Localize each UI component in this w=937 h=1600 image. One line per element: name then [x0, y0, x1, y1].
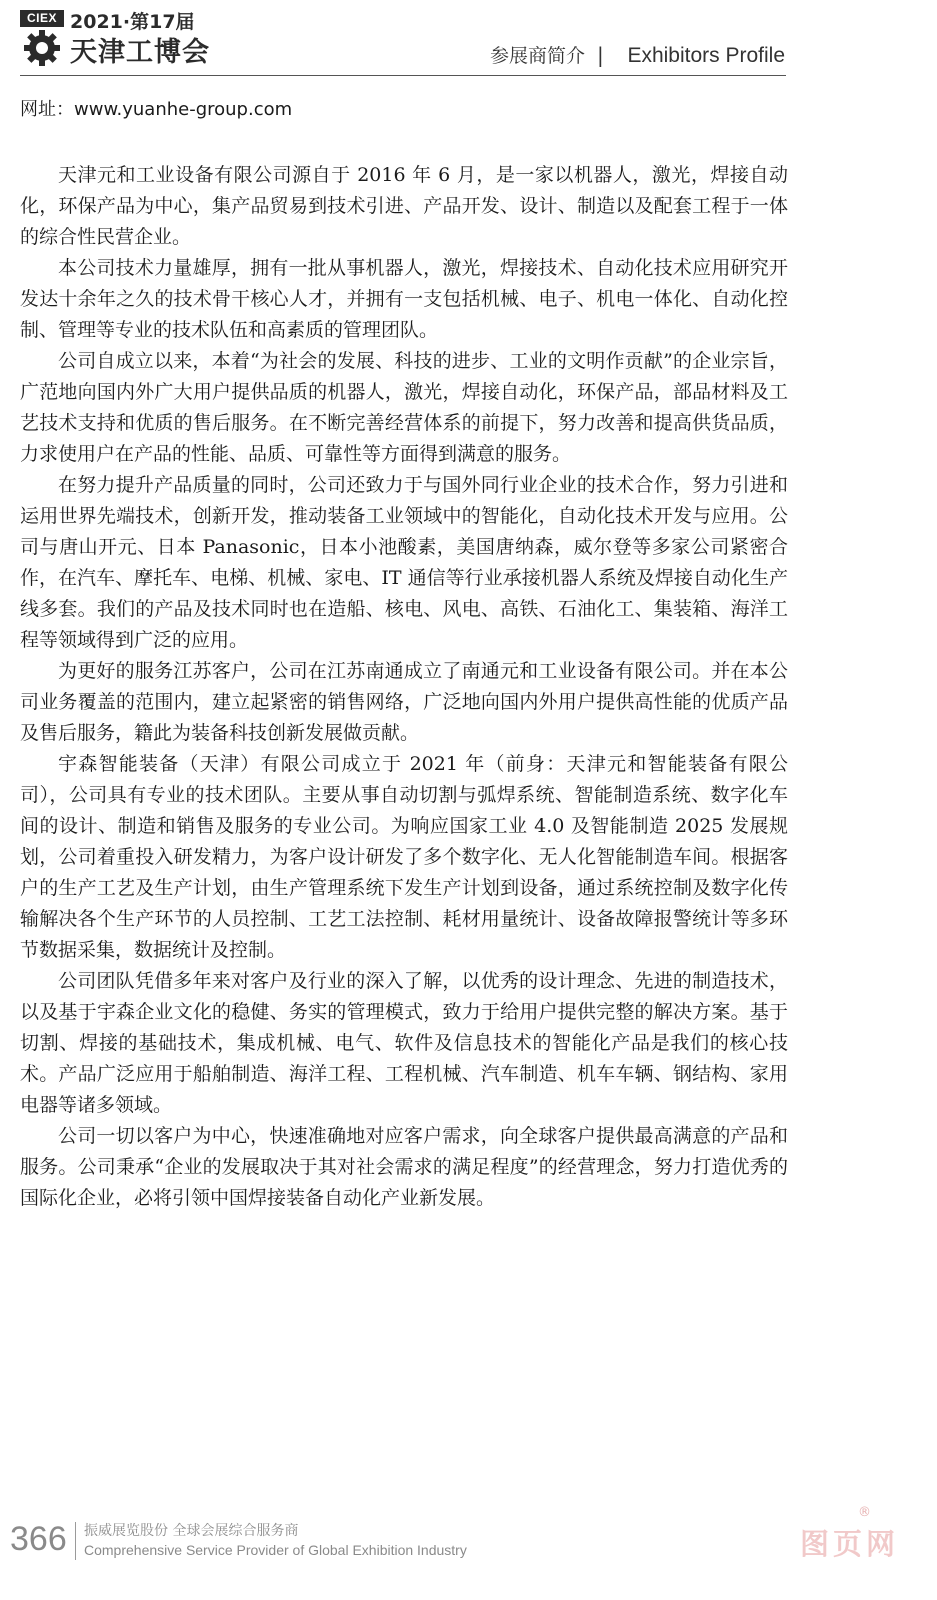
footer-tagline-en: Comprehensive Service Provider of Global Exhibition Industry: [84, 1542, 467, 1558]
gear-icon: [23, 29, 61, 67]
logo-year-line: 2021·第17届: [70, 11, 195, 33]
event-logo: [20, 10, 220, 68]
paragraph-nantong-branch: 为更好的服务江苏客户，公司在江苏南通成立了南通元和工业设备有限公司。并在本公司业务覆盖的范围内，建立起紧密的销售网络，广泛地向国内外用户提供高性能的优质产品及售后服务，籍此为装备科技创新发展做贡献。: [20, 660, 788, 744]
paragraph-technical-strength: 本公司技术力量雄厚，拥有一批从事机器人，激光，焊接技术、自动化技术应用研究开发达十余年之久的技术骨干核心人才，并拥有一支包括机械、电子、机电一体化、自动化控制、管理等专业的技术队伍和高素质的管理团队。: [20, 257, 788, 341]
paragraph-mission: 公司自成立以来，本着“为社会的发展、科技的进步、工业的文明作贡献”的企业宗旨，广范地向国内外广大用户提供品质的机器人，激光，焊接自动化，环保产品，部品材料及工艺技术支持和优质的售后服务。在不断完善经营体系的前提下，努力改善和提高供货品质，力求使用户在产品的性能、品质、可靠性等方面得到满意的服务。: [20, 350, 788, 465]
header-divider: [20, 75, 786, 76]
logo-badge: CIEX: [20, 10, 64, 27]
section-separator: |: [597, 43, 604, 67]
paragraph-cooperation: 在努力提升产品质量的同时，公司还致力于与国外同行业企业的技术合作，努力引进和运用世界先端技术，创新开发，推动装备工业领域中的智能化，自动化技术开发与应用。公司与唐山开元、日本 Panasonic，日本小池酸素，美国唐纳森，威尔登等多家公司紧密合作，在汽车、摩托车、电梯、机械、家电、IT 通信等行业承接机器人系统及焊接自动化生产线多套。我们的产品及技术同时也在造船、核电、风电、高铁、石油化工、集装箱、海洋工程等领域得到广泛的应用。: [20, 474, 788, 651]
page-header: [0, 0, 937, 80]
paragraph-team-solutions: 公司团队凭借多年来对客户及行业的深入了解，以优秀的设计理念、先进的制造技术，以及基于宇森企业文化的稳健、务实的管理模式，致力于给用户提供完整的解决方案。基于切割、焊接的基础技术，集成机械、电气、软件及信息技术的智能化产品是我们的核心技术。产品广泛应用于船舶制造、海洋工程、工程机械、汽车制造、机车车辆、钢结构、家用电器等诸多领域。: [20, 970, 788, 1116]
paragraph-yusen-company: 宇森智能装备（天津）有限公司成立于 2021 年（前身：天津元和智能装备有限公司），公司具有专业的技术团队。主要从事自动切割与弧焊系统、智能制造系统、数字化车间的设计、制造和销售及服务的专业公司。为响应国家工业 4.0 及智能制造 2025 发展规划，公司着重投入研发精力，为客户设计研发了多个数字化、无人化智能制造车间。根据客户的生产工艺及生产计划，由生产管理系统下发生产计划到设备，通过系统控制及数字化传输解决各个生产环节的人员控制、工艺工法控制、耗材用量统计、设备故障报警统计等多环节数据采集，数据统计及控制。: [20, 753, 788, 961]
page-number: 366: [10, 1520, 67, 1558]
paragraph-intro: 天津元和工业设备有限公司源自于 2016 年 6 月，是一家以机器人，激光，焊接自动化，环保产品为中心，集产品贸易到技术引进、产品开发、设计、制造以及配套工程于一体的综合性民营企业。: [20, 164, 788, 248]
watermark-logo: 图页网: [800, 1527, 900, 1561]
company-website: 网址：www.yuanhe-group.com: [20, 99, 293, 120]
footer-divider: [75, 1522, 76, 1560]
section-title-en: Exhibitors Profile: [627, 44, 785, 67]
watermark-registered-mark: ®: [858, 1505, 871, 1520]
footer-tagline-cn: 振威展览股份 全球会展综合服务商: [84, 1523, 299, 1539]
logo-mark: [20, 10, 64, 66]
logo-event-name: 天津工博会: [70, 37, 210, 68]
section-title-cn: 参展商简介: [489, 45, 585, 67]
company-profile-body: [20, 160, 788, 1214]
paragraph-customer-focus: 公司一切以客户为中心，快速准确地对应客户需求，向全球客户提供最高满意的产品和服务。公司秉承“企业的发展取决于其对社会需求的满足程度”的经营理念，努力打造优秀的国际化企业，必将引领中国焊接装备自动化产业新发展。: [20, 1125, 788, 1209]
